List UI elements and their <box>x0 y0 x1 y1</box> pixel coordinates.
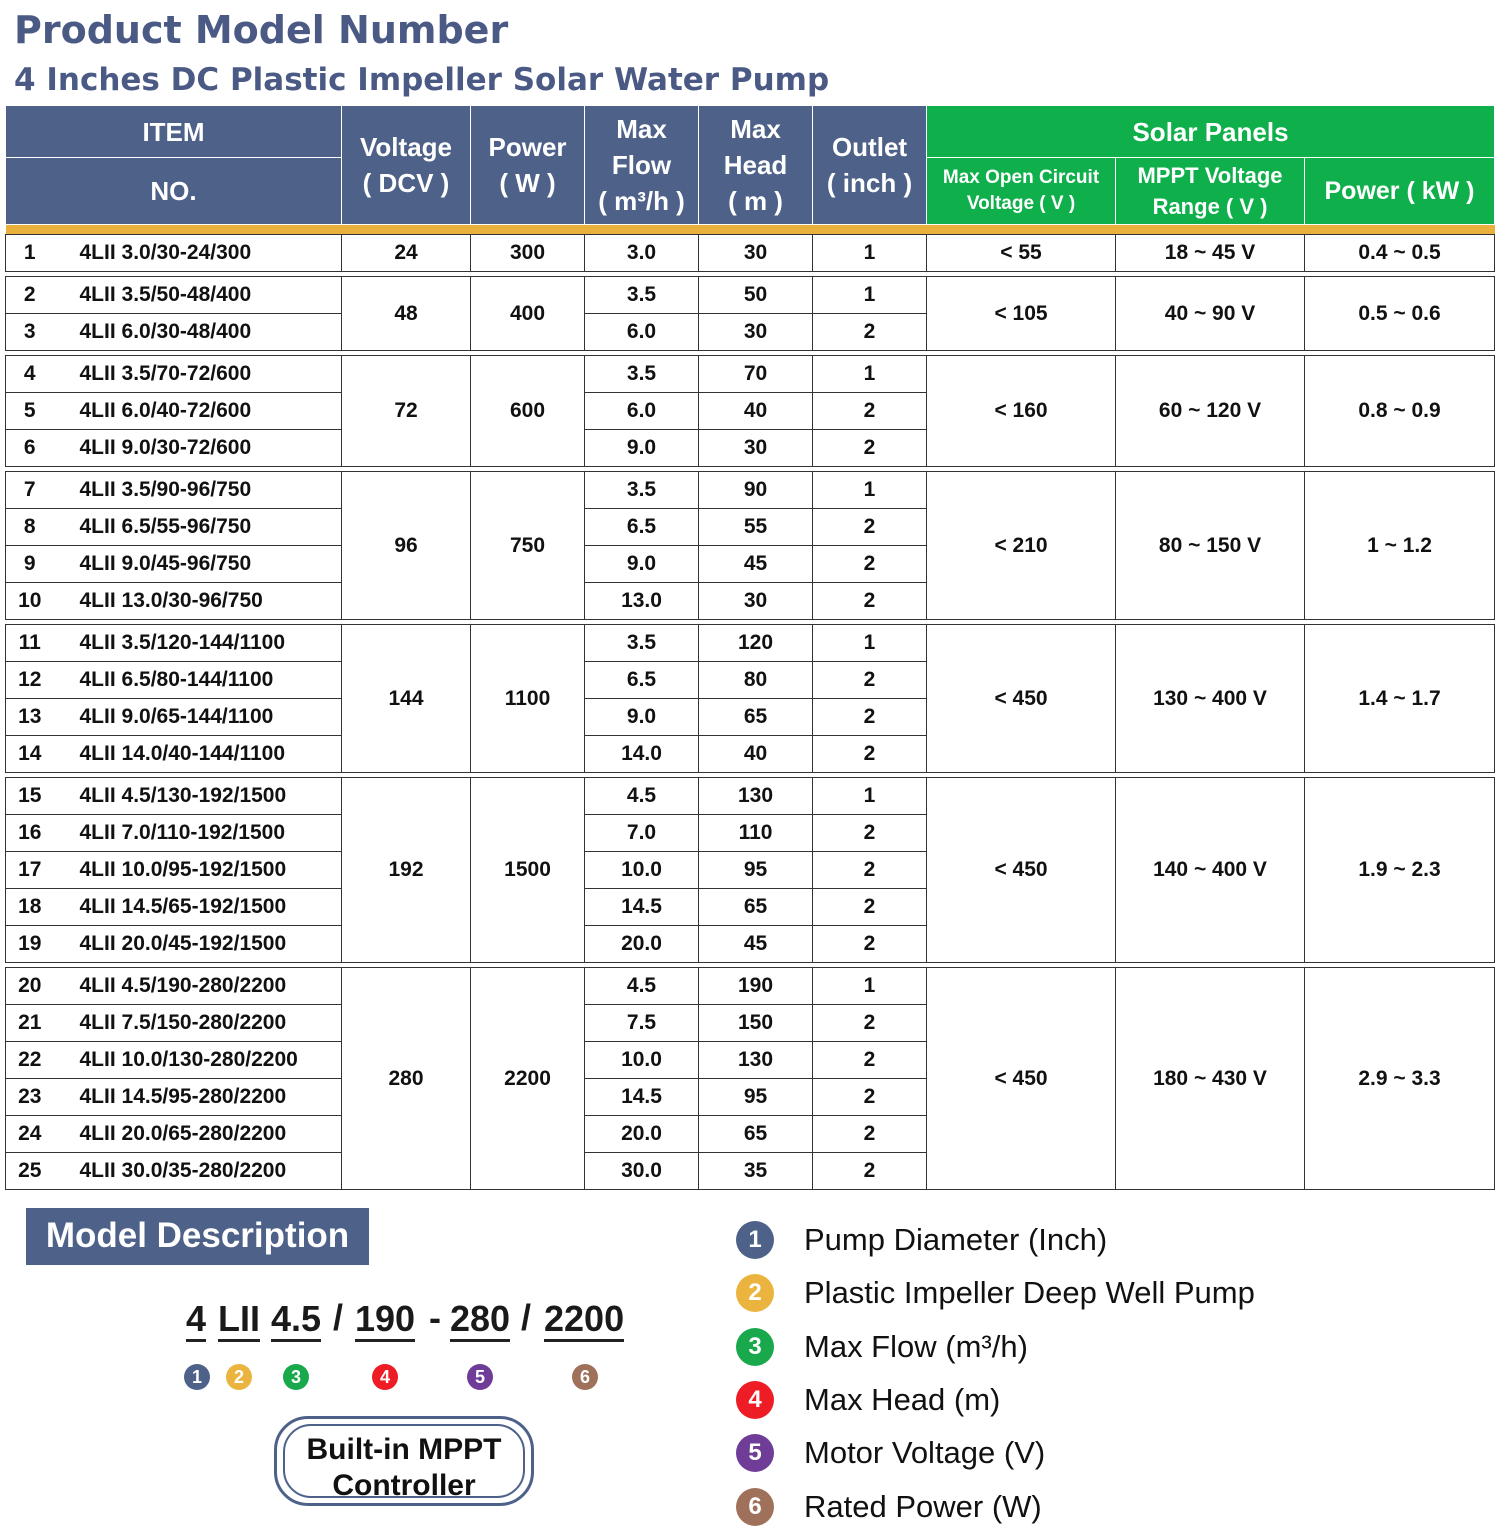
max-flow-value: 9.0 <box>585 699 699 736</box>
marker-2: 2 <box>226 1364 252 1390</box>
legend-text-5: Motor Voltage (V) <box>804 1435 1046 1470</box>
max-flow-value: 20.0 <box>585 926 699 963</box>
code-part-2: LII <box>218 1299 260 1342</box>
voltage-value: 280 <box>342 968 471 1190</box>
voltage-value: 24 <box>342 235 471 272</box>
power-value: 1500 <box>471 778 585 963</box>
model-number: 4LII 14.5/95-280/2200 <box>54 1079 342 1116</box>
outlet-value: 2 <box>813 662 927 699</box>
model-number: 4LII 3.5/90-96/750 <box>54 472 342 509</box>
mppt-badge-line1: Built-in MPPT <box>306 1433 502 1466</box>
outlet-value: 2 <box>813 583 927 620</box>
mppt-range-value: 130 ~ 400 V <box>1116 625 1305 773</box>
row-number: 10 <box>6 583 54 620</box>
header-solar-panels: Solar Panels <box>927 106 1495 158</box>
code-part-1: 4 <box>186 1299 206 1342</box>
model-number: 4LII 10.0/130-280/2200 <box>54 1042 342 1079</box>
max-flow-value: 3.5 <box>585 356 699 393</box>
model-number: 4LII 9.0/65-144/1100 <box>54 699 342 736</box>
header-voltage <box>342 106 471 225</box>
row-number: 18 <box>6 889 54 926</box>
page-title: Product Model Number <box>14 8 509 52</box>
header-max-oc-line1: Max Open Circuit <box>942 167 1100 188</box>
mppt-range-value: 80 ~ 150 V <box>1116 472 1305 620</box>
row-number: 21 <box>6 1005 54 1042</box>
model-number: 4LII 14.5/65-192/1500 <box>54 889 342 926</box>
max-head-value: 90 <box>699 472 813 509</box>
max-flow-value: 14.5 <box>585 889 699 926</box>
legend-item-4 <box>736 1378 1436 1418</box>
marker-4: 4 <box>372 1364 398 1390</box>
max-head-value: 130 <box>699 1042 813 1079</box>
max-head-value: 95 <box>699 852 813 889</box>
max-flow-value: 10.0 <box>585 852 699 889</box>
max-flow-value: 30.0 <box>585 1153 699 1190</box>
row-number: 13 <box>6 699 54 736</box>
header-no: NO. <box>6 158 342 225</box>
code-separator-2: - <box>429 1297 441 1338</box>
max-flow-value: 6.0 <box>585 314 699 351</box>
max-head-value: 30 <box>699 235 813 272</box>
table-row <box>6 356 1495 393</box>
model-number: 4LII 6.5/55-96/750 <box>54 509 342 546</box>
outlet-value: 2 <box>813 546 927 583</box>
max-head-value: 65 <box>699 889 813 926</box>
model-number: 4LII 3.5/120-144/1100 <box>54 625 342 662</box>
max-flow-value: 6.5 <box>585 509 699 546</box>
legend-item-2 <box>736 1271 1436 1311</box>
model-number: 4LII 7.0/110-192/1500 <box>54 815 342 852</box>
table-row <box>6 235 1495 272</box>
max-flow-value: 4.5 <box>585 778 699 815</box>
header-max-head <box>699 106 813 225</box>
outlet-value: 1 <box>813 968 927 1005</box>
header-flow-line1: Max <box>616 114 667 144</box>
header-divider <box>6 225 1495 235</box>
max-head-value: 30 <box>699 583 813 620</box>
legend-text-6: Rated Power (W) <box>804 1489 1042 1524</box>
code-part-6: 2200 <box>544 1299 624 1342</box>
model-number: 4LII 3.5/70-72/600 <box>54 356 342 393</box>
code-part-voltage <box>450 1298 510 1342</box>
legend-text-2: Plastic Impeller Deep Well Pump <box>804 1275 1255 1310</box>
power-value: 1100 <box>471 625 585 773</box>
outlet-value: 2 <box>813 815 927 852</box>
row-number: 6 <box>6 430 54 467</box>
code-part-5: 280 <box>450 1299 510 1342</box>
model-number: 4LII 6.0/40-72/600 <box>54 393 342 430</box>
model-number: 4LII 3.5/50-48/400 <box>54 277 342 314</box>
max-flow-value: 7.5 <box>585 1005 699 1042</box>
max-head-value: 120 <box>699 625 813 662</box>
header-flow-line2: Flow <box>611 150 672 180</box>
mppt-range-value: 60 ~ 120 V <box>1116 356 1305 467</box>
mppt-badge-line2: Controller <box>332 1469 476 1502</box>
code-part-power <box>544 1298 624 1342</box>
row-number: 9 <box>6 546 54 583</box>
model-description-heading: Model Description <box>26 1208 369 1265</box>
mppt-badge-inner <box>283 1424 525 1502</box>
max-head-value: 30 <box>699 430 813 467</box>
max-open-circuit-value: < 55 <box>927 235 1116 272</box>
max-head-value: 150 <box>699 1005 813 1042</box>
model-number: 4LII 20.0/45-192/1500 <box>54 926 342 963</box>
max-head-value: 35 <box>699 1153 813 1190</box>
mppt-range-value: 180 ~ 430 V <box>1116 968 1305 1190</box>
model-number: 4LII 20.0/65-280/2200 <box>54 1116 342 1153</box>
max-head-value: 40 <box>699 393 813 430</box>
row-number: 2 <box>6 277 54 314</box>
row-number: 23 <box>6 1079 54 1116</box>
legend-item-6 <box>736 1485 1436 1525</box>
row-number: 16 <box>6 815 54 852</box>
outlet-value: 2 <box>813 889 927 926</box>
header-max-oc-line2: Voltage ( V ) <box>966 193 1076 214</box>
header-mppt-line1: MPPT Voltage <box>1137 163 1283 188</box>
header-head-line2: Head <box>723 150 788 180</box>
max-head-value: 70 <box>699 356 813 393</box>
row-number: 4 <box>6 356 54 393</box>
outlet-value: 2 <box>813 314 927 351</box>
header-divider-cell <box>6 225 1495 235</box>
header-head-line3: ( m ) <box>728 186 783 216</box>
max-flow-value: 3.5 <box>585 625 699 662</box>
legend-item-1 <box>736 1218 1436 1258</box>
row-number: 11 <box>6 625 54 662</box>
header-mppt-line2: Range ( V ) <box>1152 194 1268 219</box>
row-number: 17 <box>6 852 54 889</box>
header-voltage-line1: Voltage <box>360 132 452 162</box>
header-power-line1: Power <box>488 132 567 162</box>
max-flow-value: 20.0 <box>585 1116 699 1153</box>
model-number: 4LII 9.0/45-96/750 <box>54 546 342 583</box>
voltage-value: 72 <box>342 356 471 467</box>
max-flow-value: 6.5 <box>585 662 699 699</box>
max-flow-value: 14.0 <box>585 736 699 773</box>
outlet-value: 2 <box>813 1116 927 1153</box>
voltage-value: 96 <box>342 472 471 620</box>
max-head-value: 95 <box>699 1079 813 1116</box>
outlet-value: 2 <box>813 699 927 736</box>
row-number: 14 <box>6 736 54 773</box>
model-number: 4LII 13.0/30-96/750 <box>54 583 342 620</box>
panel-power-value: 1 ~ 1.2 <box>1305 472 1495 620</box>
header-max-flow <box>585 106 699 225</box>
outlet-value: 1 <box>813 356 927 393</box>
code-separator-3: / <box>521 1297 532 1338</box>
model-number: 4LII 10.0/95-192/1500 <box>54 852 342 889</box>
outlet-value: 1 <box>813 277 927 314</box>
outlet-value: 2 <box>813 430 927 467</box>
max-flow-value: 10.0 <box>585 1042 699 1079</box>
model-number: 4LII 7.5/150-280/2200 <box>54 1005 342 1042</box>
panel-power-value: 1.4 ~ 1.7 <box>1305 625 1495 773</box>
legend-item-3 <box>736 1325 1436 1365</box>
max-open-circuit-value: < 160 <box>927 356 1116 467</box>
row-number: 7 <box>6 472 54 509</box>
model-number: 4LII 4.5/190-280/2200 <box>54 968 342 1005</box>
marker-3: 3 <box>283 1364 309 1390</box>
header-power <box>471 106 585 225</box>
table-row <box>6 472 1495 509</box>
code-part-head <box>355 1298 415 1342</box>
code-separator-1: / <box>333 1297 344 1338</box>
outlet-value: 2 <box>813 852 927 889</box>
max-open-circuit-value: < 450 <box>927 968 1116 1190</box>
table-row <box>6 968 1495 1005</box>
legend-number-4: 4 <box>736 1381 774 1419</box>
max-open-circuit-value: < 450 <box>927 778 1116 963</box>
header-max-open-circuit <box>927 158 1116 225</box>
header-mppt-range <box>1116 158 1305 225</box>
model-number: 4LII 14.0/40-144/1100 <box>54 736 342 773</box>
max-head-value: 45 <box>699 926 813 963</box>
row-number: 24 <box>6 1116 54 1153</box>
max-head-value: 65 <box>699 699 813 736</box>
max-open-circuit-value: < 210 <box>927 472 1116 620</box>
legend-text-3: Max Flow (m³/h) <box>804 1329 1028 1364</box>
panel-power-value: 0.8 ~ 0.9 <box>1305 356 1495 467</box>
spec-table <box>5 105 1495 1190</box>
max-head-value: 45 <box>699 546 813 583</box>
mppt-badge <box>274 1416 534 1506</box>
legend-number-2: 2 <box>736 1274 774 1312</box>
header-voltage-line2: ( DCV ) <box>362 168 450 198</box>
header-head-line1: Max <box>730 114 781 144</box>
model-number: 4LII 6.0/30-48/400 <box>54 314 342 351</box>
max-flow-value: 3.5 <box>585 277 699 314</box>
max-flow-value: 3.0 <box>585 235 699 272</box>
header-item: ITEM <box>6 106 342 158</box>
mppt-range-value: 18 ~ 45 V <box>1116 235 1305 272</box>
row-number: 25 <box>6 1153 54 1190</box>
row-number: 12 <box>6 662 54 699</box>
row-number: 1 <box>6 235 54 272</box>
outlet-value: 2 <box>813 926 927 963</box>
max-flow-value: 7.0 <box>585 815 699 852</box>
row-number: 8 <box>6 509 54 546</box>
legend-number-1: 1 <box>736 1221 774 1259</box>
table-row <box>6 778 1495 815</box>
row-number: 22 <box>6 1042 54 1079</box>
marker-5: 5 <box>467 1364 493 1390</box>
header-outlet-line2: ( inch ) <box>826 168 913 198</box>
max-head-value: 50 <box>699 277 813 314</box>
max-flow-value: 14.5 <box>585 1079 699 1116</box>
header-flow-line3: ( m³/h ) <box>598 186 685 216</box>
model-number: 4LII 3.0/30-24/300 <box>54 235 342 272</box>
row-number: 5 <box>6 393 54 430</box>
table-row <box>6 277 1495 314</box>
max-flow-value: 3.5 <box>585 472 699 509</box>
model-number: 4LII 4.5/130-192/1500 <box>54 778 342 815</box>
power-value: 600 <box>471 356 585 467</box>
max-open-circuit-value: < 450 <box>927 625 1116 773</box>
panel-power-value: 0.4 ~ 0.5 <box>1305 235 1495 272</box>
model-number: 4LII 6.5/80-144/1100 <box>54 662 342 699</box>
row-number: 19 <box>6 926 54 963</box>
voltage-value: 192 <box>342 778 471 963</box>
outlet-value: 2 <box>813 736 927 773</box>
page-subtitle: 4 Inches DC Plastic Impeller Solar Water Pump <box>14 62 830 98</box>
max-head-value: 40 <box>699 736 813 773</box>
header-panel-power: Power ( kW ) <box>1305 158 1495 225</box>
voltage-value: 48 <box>342 277 471 351</box>
panel-power-value: 2.9 ~ 3.3 <box>1305 968 1495 1190</box>
outlet-value: 2 <box>813 1042 927 1079</box>
outlet-value: 1 <box>813 472 927 509</box>
outlet-value: 2 <box>813 509 927 546</box>
max-head-value: 30 <box>699 314 813 351</box>
mppt-range-value: 40 ~ 90 V <box>1116 277 1305 351</box>
max-flow-value: 13.0 <box>585 583 699 620</box>
row-number: 15 <box>6 778 54 815</box>
legend-number-3: 3 <box>736 1328 774 1366</box>
legend-text-1: Pump Diameter (Inch) <box>804 1222 1108 1257</box>
row-number: 20 <box>6 968 54 1005</box>
max-head-value: 130 <box>699 778 813 815</box>
max-flow-value: 4.5 <box>585 968 699 1005</box>
max-head-value: 80 <box>699 662 813 699</box>
max-head-value: 190 <box>699 968 813 1005</box>
max-flow-value: 6.0 <box>585 393 699 430</box>
header-outlet <box>813 106 927 225</box>
outlet-value: 1 <box>813 778 927 815</box>
marker-1: 1 <box>184 1364 210 1390</box>
model-number: 4LII 9.0/30-72/600 <box>54 430 342 467</box>
legend-number-6: 6 <box>736 1488 774 1526</box>
row-number: 3 <box>6 314 54 351</box>
max-open-circuit-value: < 105 <box>927 277 1116 351</box>
mppt-range-value: 140 ~ 400 V <box>1116 778 1305 963</box>
outlet-value: 2 <box>813 1153 927 1190</box>
outlet-value: 2 <box>813 1005 927 1042</box>
legend-item-5 <box>736 1431 1436 1471</box>
table-row <box>6 625 1495 662</box>
legend-text-4: Max Head (m) <box>804 1382 1001 1417</box>
outlet-value: 1 <box>813 235 927 272</box>
power-value: 2200 <box>471 968 585 1190</box>
code-part-4: 190 <box>355 1299 415 1342</box>
code-part-flow <box>271 1298 321 1342</box>
panel-power-value: 1.9 ~ 2.3 <box>1305 778 1495 963</box>
marker-6: 6 <box>572 1364 598 1390</box>
outlet-value: 1 <box>813 625 927 662</box>
outlet-value: 2 <box>813 393 927 430</box>
max-head-value: 65 <box>699 1116 813 1153</box>
header-power-line2: ( W ) <box>499 168 556 198</box>
panel-power-value: 0.5 ~ 0.6 <box>1305 277 1495 351</box>
code-part-3: 4.5 <box>271 1299 321 1342</box>
max-head-value: 55 <box>699 509 813 546</box>
legend-number-5: 5 <box>736 1434 774 1472</box>
voltage-value: 144 <box>342 625 471 773</box>
code-part-diameter <box>186 1298 206 1342</box>
header-outlet-line1: Outlet <box>831 132 908 162</box>
max-flow-value: 9.0 <box>585 430 699 467</box>
outlet-value: 2 <box>813 1079 927 1116</box>
max-flow-value: 9.0 <box>585 546 699 583</box>
model-number: 4LII 30.0/35-280/2200 <box>54 1153 342 1190</box>
code-part-type <box>218 1298 260 1342</box>
power-value: 750 <box>471 472 585 620</box>
power-value: 400 <box>471 277 585 351</box>
max-head-value: 110 <box>699 815 813 852</box>
power-value: 300 <box>471 235 585 272</box>
